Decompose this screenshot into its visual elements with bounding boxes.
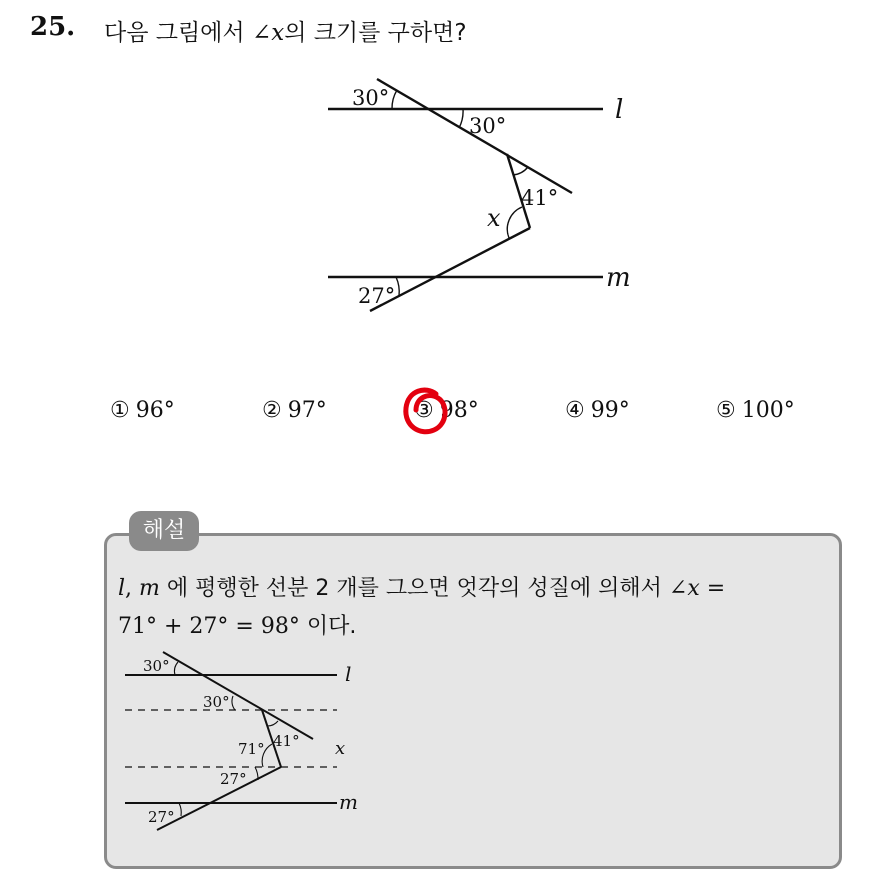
label-30-top-right: 30° [469,114,507,138]
choice-5-value: 100° [741,398,795,423]
sol-label-27-inner: 27° [220,770,247,788]
choice-1-value: 96° [135,398,175,423]
solution-line-2 [118,608,830,646]
solution-var-l: l [118,576,126,601]
question-text-before: 다음 그림에서 [104,20,252,46]
question-figure [0,60,884,400]
sol-label-x: x [335,738,346,759]
label-30-top-left: 30° [352,86,390,110]
choice-3-mark: ③ [414,398,434,423]
label-l: l [615,95,624,125]
solution-line-1 [118,570,830,608]
choice-5[interactable] [716,398,795,423]
label-m: m [606,263,631,293]
arc-top-left [392,90,397,109]
sol-label-41: 41° [273,732,300,750]
sol-label-l: l [345,662,352,686]
question-text [104,14,467,47]
label-27: 27° [358,284,396,308]
answer-circle-mark [398,382,458,442]
sol-label-30-top: 30° [143,657,170,675]
sol-label-71: 71° [238,740,265,758]
solution-line-2-tail: 이다. [299,614,357,639]
question-angle: ∠x [251,20,285,46]
label-41: 41° [521,186,559,210]
arc-27 [396,277,399,296]
sol-transversal-top [163,652,313,739]
solution-line-1-text: 에 평행한 선분 2 개를 그으면 엇각의 성질에 의해서 [159,576,669,601]
choice-4[interactable] [565,398,630,423]
choice-1[interactable] [110,398,175,423]
solution-var-m: m [139,576,160,601]
choice-1-mark: ① [110,398,130,423]
choice-3-value: 98° [439,398,479,423]
choice-2[interactable] [262,398,327,423]
label-x: x [487,204,501,232]
arc-top-right [459,109,463,128]
sol-label-30-second: 30° [203,693,230,711]
question-number: 25. [30,12,76,42]
choice-4-value: 99° [590,398,630,423]
question-text-after: 의 크기를 구하면? [284,20,467,46]
solution-text [118,570,830,646]
solution-equation: 71° + 27° = 98° [118,614,300,639]
choice-4-mark: ④ [565,398,585,423]
choice-2-mark: ② [262,398,282,423]
sol-segment-bottom [157,767,281,830]
arc-41 [513,167,528,175]
sol-label-m: m [339,790,358,814]
choice-2-value: 97° [287,398,327,423]
solution-tag: 해설 [129,511,199,551]
solution-figure [115,650,415,840]
solution-sep: , [125,576,140,601]
sol-label-27-bottom: 27° [148,808,175,826]
solution-angle: ∠x = [668,576,726,601]
choice-5-mark: ⑤ [716,398,736,423]
